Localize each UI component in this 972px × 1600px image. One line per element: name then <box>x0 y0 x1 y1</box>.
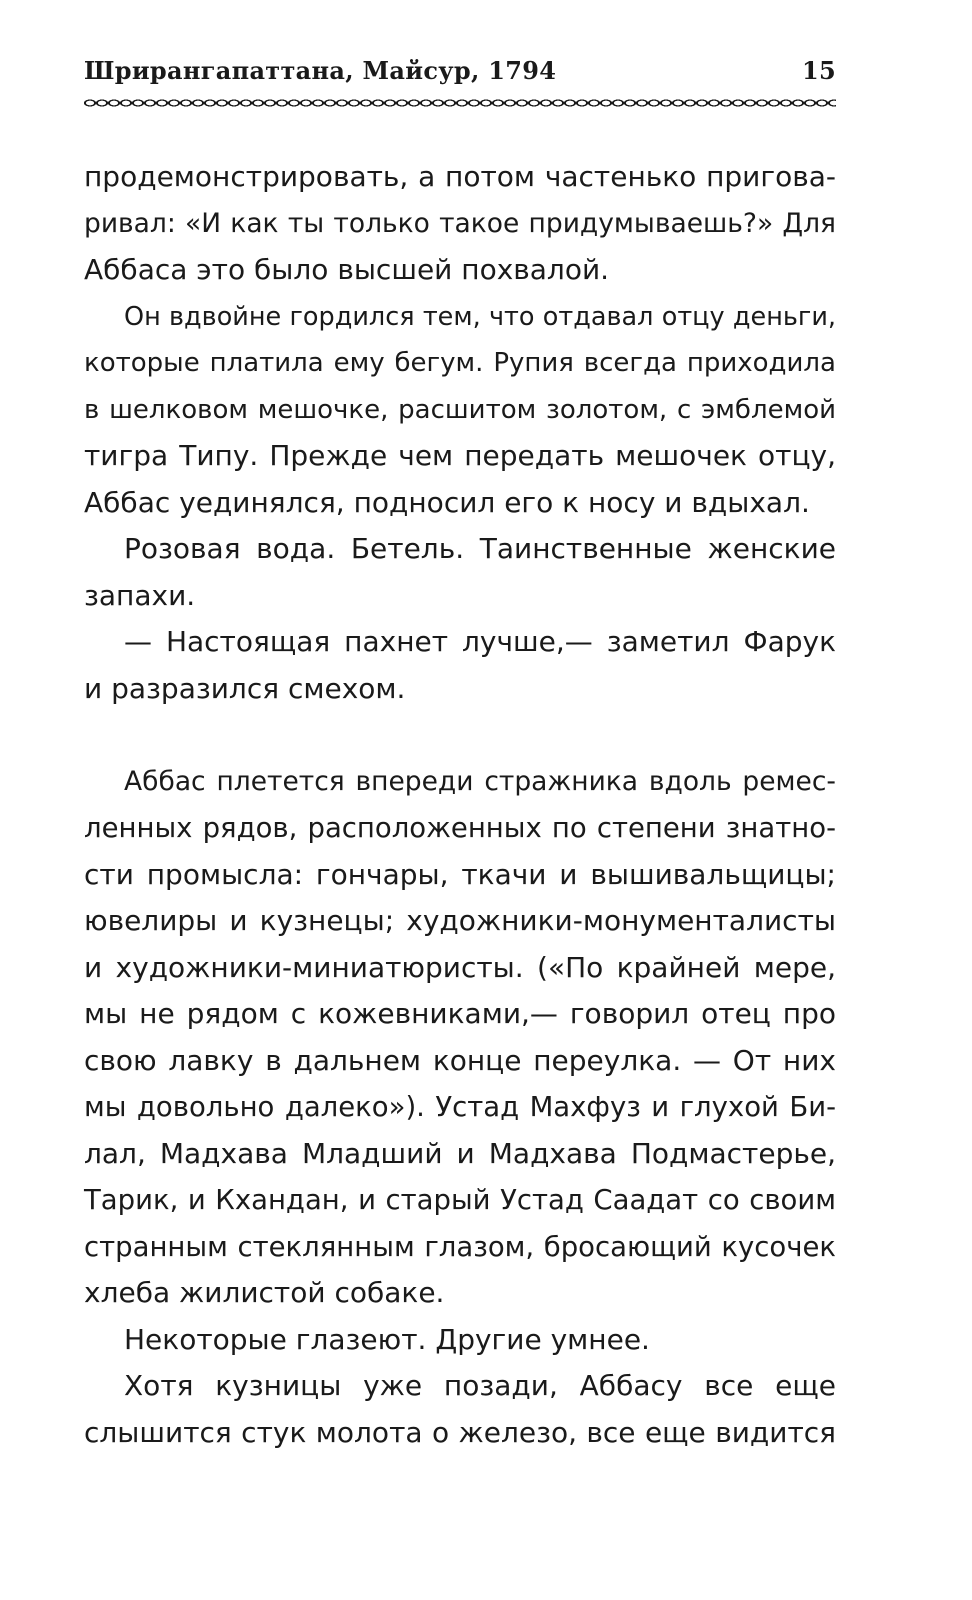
chapter-title: Шрирангапаттана, Майсур, 1794 <box>84 56 557 85</box>
section-break <box>84 712 836 759</box>
text-line: Аббас плетется впереди стражника вдоль ремес- <box>124 765 836 797</box>
text-line: сти промысла: гончары, ткачи и вышивальщицы; <box>84 857 836 891</box>
text-line: Он вдвойне гордился тем, что отдавал отцу деньги, <box>124 301 836 332</box>
text-line: хлеба жилистой собаке. <box>84 1276 445 1309</box>
text-line: слышится стук молота о железо, все еще видится <box>84 1415 836 1449</box>
text-line: Аббаса это было высшей похвалой. <box>84 253 610 286</box>
text-line: ленных рядов, расположенных по степени знатно- <box>84 812 836 844</box>
text-line: ювелиры и кузнецы; художники-монументалисты <box>84 904 836 937</box>
running-head <box>84 56 836 92</box>
text-line: продемонстрировать, а потом частенько пригова- <box>84 160 836 193</box>
book-page <box>84 56 836 1456</box>
text-line: ривал: «И как ты только такое придумываешь?» Для <box>84 207 836 239</box>
body-text <box>84 154 836 1456</box>
text-line: Хотя кузницы уже позади, Аббасу все еще <box>124 1369 836 1402</box>
text-line: лал, Мадхава Младший и Мадхава Подмастерье, <box>84 1136 836 1170</box>
text-line: и художники-миниатюристы. («По крайней мере, <box>84 950 836 984</box>
text-line: — Настоящая пахнет лучше,— заметил Фарук <box>124 625 836 658</box>
text-line: Некоторые глазеют. Другие умнее. <box>124 1322 650 1356</box>
text-line: которые платила ему бегум. Рупия всегда приходила <box>84 348 836 378</box>
text-line: мы не рядом с кожевниками,— говорил отец про <box>84 997 836 1030</box>
text-line: странным стеклянным глазом, бросающий кусочек <box>84 1230 836 1263</box>
text-line: свою лавку в дальнем конце переулка. — От них <box>84 1043 836 1077</box>
text-line: Розовая вода. Бетель. Таинственные женские <box>124 532 836 565</box>
text-line: и разразился смехом. <box>84 671 406 705</box>
page-number: 15 <box>802 56 836 85</box>
ornamental-rule <box>84 96 836 110</box>
text-line: Аббас уединялся, подносил его к носу и вдыхал. <box>84 485 810 519</box>
text-line: тигра Типу. Прежде чем передать мешочек отцу, <box>84 439 836 472</box>
text-line: мы довольно далеко»). Устад Махфуз и глухой Би- <box>84 1091 836 1123</box>
text-line: в шелковом мешочке, расшитом золотом, с эмблемой <box>84 394 836 425</box>
text-line: запахи. <box>84 578 196 612</box>
text-line: Тарик, и Кхандан, и старый Устад Саадат со своим <box>84 1184 836 1216</box>
